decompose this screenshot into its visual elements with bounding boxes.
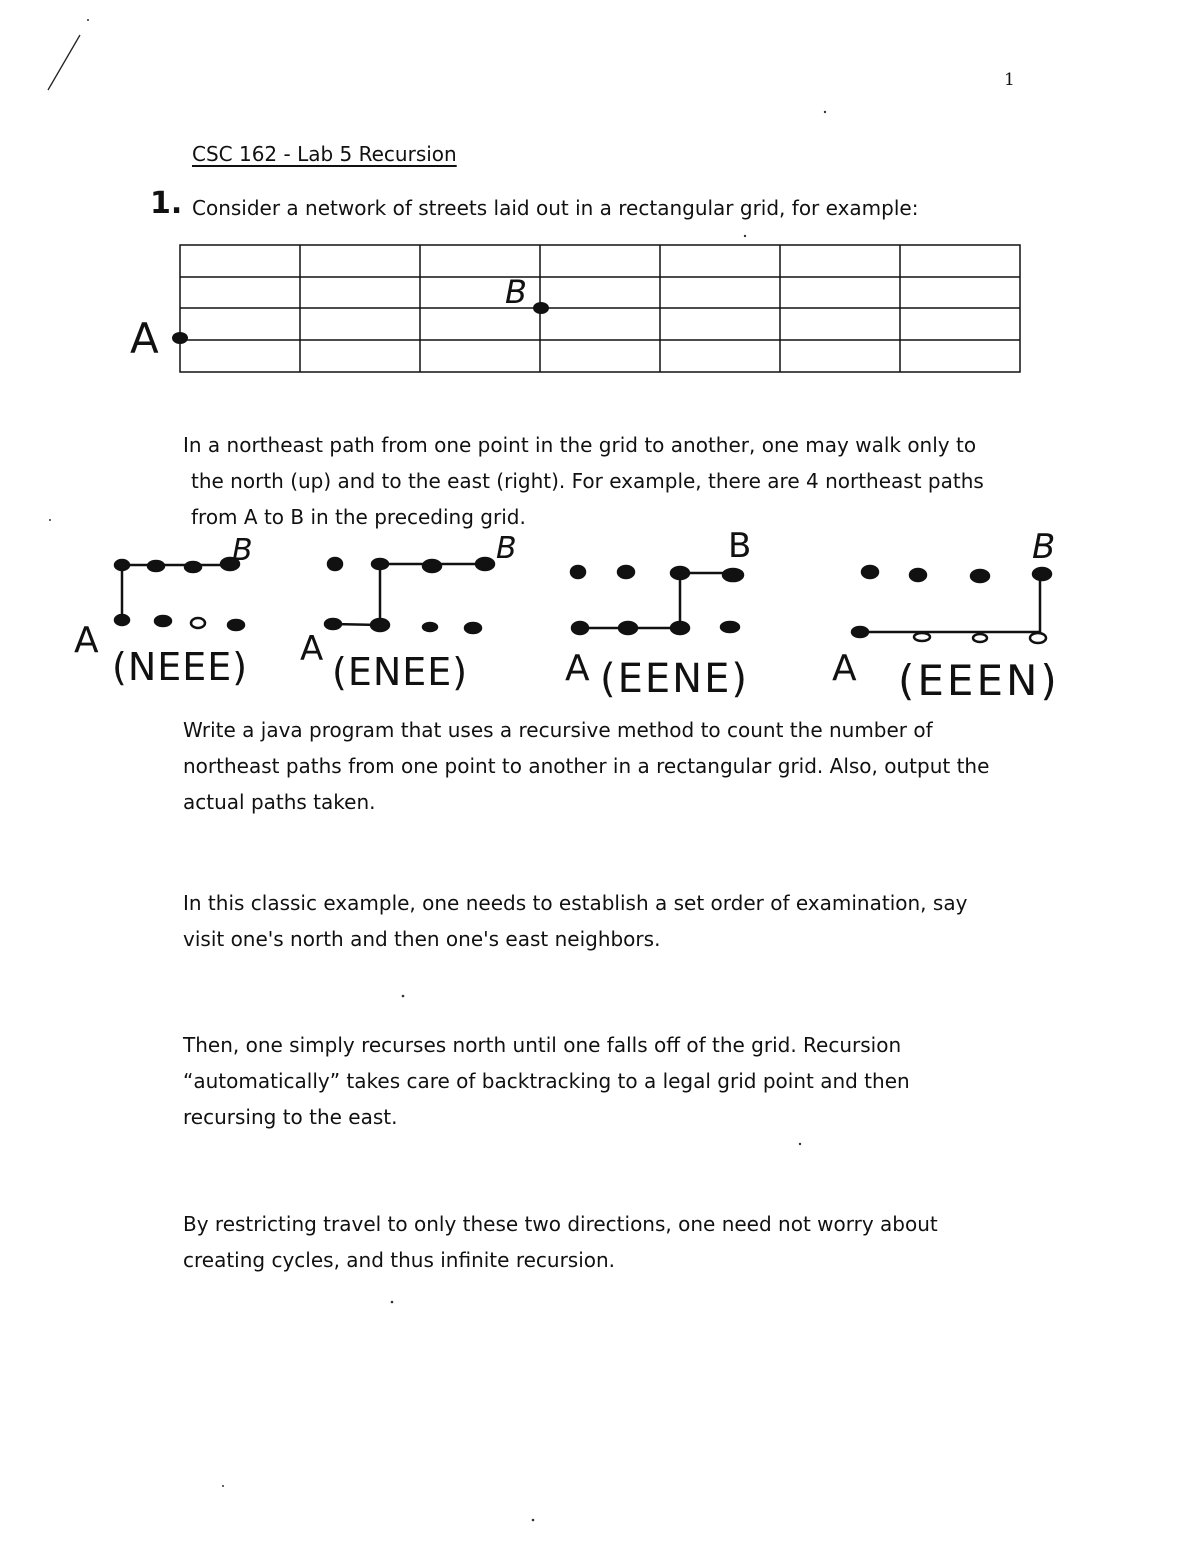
path-code: (ENEE) [332, 650, 469, 694]
text-line: creating cycles, and thus infinite recursion. [183, 1248, 616, 1272]
intro-text: Consider a network of streets laid out in a rectangular grid, for example: [192, 196, 919, 220]
page-number: 1 [1004, 70, 1015, 90]
path-code: (EEEN) [898, 656, 1060, 705]
text-line: northeast paths from one point to another in a rectangular grid. Also, output the [183, 754, 990, 778]
question-number: 1. [150, 186, 183, 221]
path-label-b: B [496, 531, 517, 566]
path-label-a: A [74, 620, 99, 661]
text-line: visit one's north and then one's east neighbors. [183, 927, 661, 951]
text-line: actual paths taken. [183, 790, 376, 814]
path-label-b: B [1032, 527, 1056, 567]
path-label-a: A [565, 648, 590, 689]
path-code: (EENE) [600, 656, 749, 702]
text-line: the north (up) and to the east (right). For example, there are 4 northeast paths [191, 469, 984, 493]
path-label-a: A [832, 648, 857, 689]
text-line: “automatically” takes care of backtracking to a legal grid point and then [183, 1069, 910, 1093]
text-line: Then, one simply recurses north until one falls off of the grid. Recursion [183, 1033, 902, 1057]
path-code: (NEEE) [112, 645, 249, 689]
text-line: In a northeast path from one point in the grid to another, one may walk only to [183, 433, 977, 457]
text-line: By restricting travel to only these two directions, one need not worry about [183, 1212, 938, 1236]
document-title: CSC 162 - Lab 5 Recursion [192, 142, 457, 166]
path-label-b: B [232, 533, 253, 568]
path-label-b: B [728, 526, 752, 566]
grid-label-b: B [505, 273, 527, 311]
text-line: from A to B in the preceding grid. [191, 505, 526, 529]
text-line: In this classic example, one needs to establish a set order of examination, say [183, 891, 968, 915]
text-line: Write a java program that uses a recursive method to count the number of [183, 718, 933, 742]
grid-label-a: A [130, 314, 159, 363]
path-label-a: A [300, 629, 324, 669]
text-line: recursing to the east. [183, 1105, 398, 1129]
